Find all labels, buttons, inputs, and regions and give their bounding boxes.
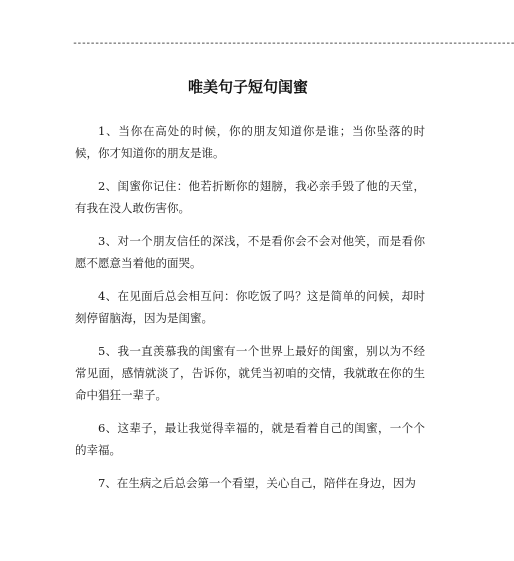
paragraph-6: 6、这辈子，最让我觉得幸福的，就是看着自己的闺蜜，一个个的幸福。 bbox=[75, 421, 425, 457]
paragraph-5: 5、我一直羡慕我的闺蜜有一个世界上最好的闺蜜，别以为不经常见面，感情就淡了，告诉你，就凭当初咱的交情，我就敢在你的生命中猖狂一辈子。 bbox=[75, 344, 425, 402]
document-title: 唯美句子短句闺蜜 bbox=[187, 78, 308, 96]
paragraph-3: 3、对一个朋友信任的深浅，不是看你会不会对他笑，而是看你愿不愿意当着他的面哭。 bbox=[75, 234, 425, 270]
paragraph-1: 1、当你在高处的时候，你的朋友知道你是谁；当你坠落的时候，你才知道你的朋友是谁。 bbox=[75, 124, 425, 160]
document-body bbox=[75, 120, 425, 505]
paragraph-7: 7、在生病之后总会第一个看望，关心自己，陪伴在身边，因为 bbox=[98, 476, 416, 490]
paragraph-4: 4、在见面后总会相互问：你吃饭了吗？这是简单的问候，却时刻停留脑海，因为是闺蜜。 bbox=[75, 289, 425, 325]
header-separator: ---------------------------------------------------------------------------------------------------- bbox=[72, 38, 514, 49]
paragraph-2: 2、闺蜜你记住：他若折断你的翅膀，我必亲手毁了他的天堂，有我在没人敢伤害你。 bbox=[75, 179, 425, 215]
